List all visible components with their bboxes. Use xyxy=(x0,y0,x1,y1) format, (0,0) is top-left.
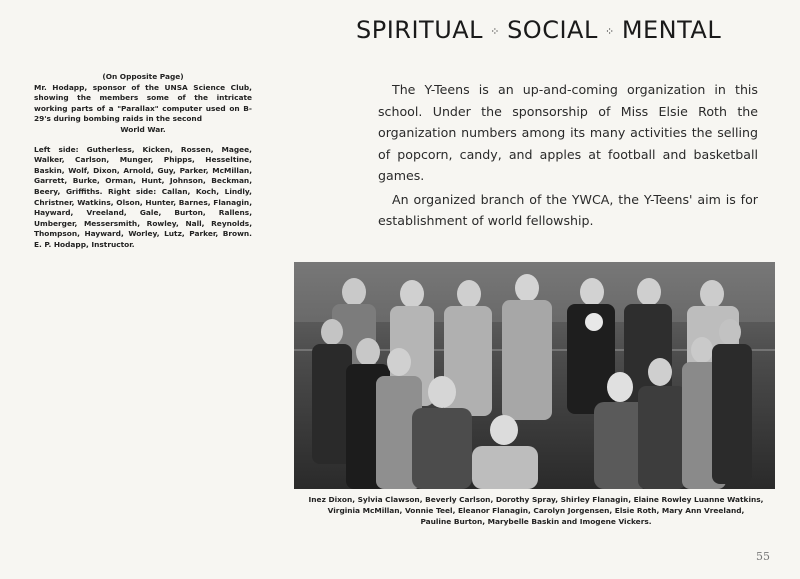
opposite-page-caption xyxy=(34,72,252,251)
article-body xyxy=(378,79,758,232)
group-photo-illustration xyxy=(294,262,775,489)
photo-caption-line-1: Inez Dixon, Sylvia Clawson, Beverly Carlson, Dorothy Spray, Shirley Flanagin, Elaine Rowley Luanne Watkins, xyxy=(308,495,764,504)
page-number: 55 xyxy=(756,550,770,563)
caption-header: (On Opposite Page) xyxy=(102,72,184,81)
heading-word-social: SOCIAL xyxy=(507,16,598,44)
body-paragraph-2: An organized branch of the YWCA, the Y-Teens' aim is for establishment of world fellowship. xyxy=(378,191,758,228)
group-photo xyxy=(294,262,775,489)
caption-intro-text: Mr. Hodapp, sponsor of the UNSA Science Club, showing the members some of the intricate working parts of a "Parallax" computer used on B-29's during bombing raids in the second xyxy=(34,82,252,124)
caption-names: Left side: Gutherless, Kicken, Rossen, Magee, Walker, Carlson, Munger, Phipps, Hesseltine, Baskin, Wolf, Dixon, Arnold, Guy, Parker, McMillan, Garrett, Burke, Orman, Hunt, Johnson, Beckman, Beery, Griffiths. Right side: Callan, Koch, Lindly, Christner, Watkins, Olson, Hunter, Barnes, Flanagin, Hayward, Vreeland, Gale, Burton, Rallens, Umberger, Messersmith, Rowley, Nall, Reynolds, Thompson, Hayward, Worley, Lutz, Parker, Brown. E. P. Hodapp, Instructor. xyxy=(34,144,252,249)
heading-word-mental: MENTAL xyxy=(621,16,722,44)
diamond-separator-icon: ⁘ xyxy=(604,25,615,38)
caption-intro xyxy=(34,83,252,136)
photo-caption xyxy=(292,494,780,527)
diamond-separator-icon: ⁘ xyxy=(490,25,500,38)
body-paragraph-1: The Y-Teens is an up-and-coming organization in this school. Under the sponsorship of Miss Elsie Roth the organization numbers among its many activities the selling of popcorn, candy, and apples at football and basketball games. xyxy=(378,82,758,183)
photo-caption-line-2: Virginia McMillan, Vonnie Teel, Eleanor Flanagin, Carolyn Jorgensen, Elsie Roth, Mary Ann Vreeland, xyxy=(327,506,745,515)
photo-caption-line-3: Pauline Burton, Marybelle Baskin and Imogene Vickers. xyxy=(420,517,652,526)
section-heading xyxy=(356,16,721,44)
caption-intro-end: World War. xyxy=(120,124,166,134)
heading-word-spiritual: SPIRITUAL xyxy=(356,16,484,44)
